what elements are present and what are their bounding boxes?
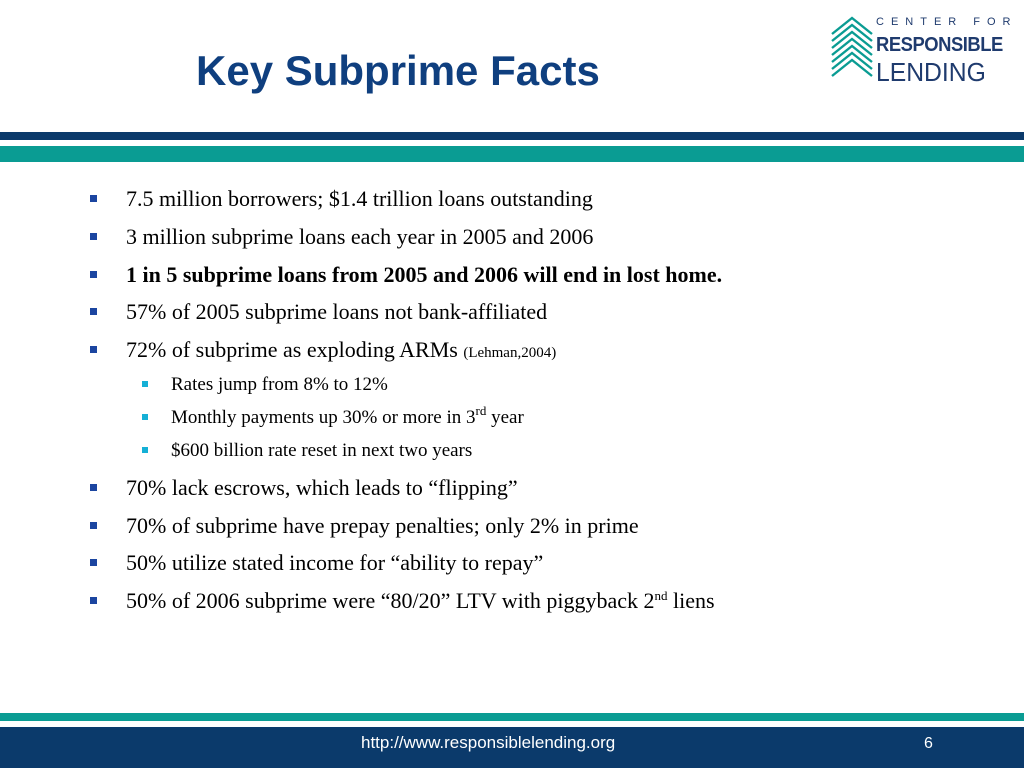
bullet-text: 70% lack escrows, which leads to “flipping” (126, 475, 518, 500)
citation-note: (Lehman,2004) (463, 345, 557, 361)
logo-text-lending: LENDING (876, 57, 986, 87)
sub-bullet-item (171, 374, 388, 396)
slide-title: Key Subprime Facts (196, 47, 600, 94)
bullet-item (126, 513, 639, 539)
bullet-text: 7.5 million borrowers; $1.4 trillion loans outstanding (126, 186, 593, 211)
superscript: rd (475, 403, 487, 418)
sub-bullet-text-end: year (486, 407, 524, 428)
bullet-text: 3 million subprime loans each year in 2005 and 2006 (126, 224, 594, 249)
square-sub-bullet-icon (142, 381, 148, 387)
bullet-item (126, 299, 547, 325)
square-sub-bullet-icon (142, 447, 148, 453)
logo-text-responsible: RESPONSIBLE (876, 34, 1003, 56)
sub-bullet-text: Rates jump from 8% to 12% (171, 374, 388, 395)
sub-bullet-text: $600 billion rate reset in next two years (171, 440, 473, 461)
square-bullet-icon (90, 308, 97, 315)
bullet-item (126, 550, 543, 576)
footer-teal-band (0, 713, 1024, 721)
superscript: nd (654, 588, 668, 603)
bullet-text: 50% utilize stated income for “ability to repay” (126, 550, 544, 575)
bullet-text: 50% of 2006 subprime were “80/20” LTV with piggyback 2 (126, 588, 655, 613)
square-bullet-icon (90, 597, 97, 604)
square-bullet-icon (90, 195, 97, 202)
square-bullet-icon (90, 346, 97, 353)
square-bullet-icon (90, 522, 97, 529)
page-number: 6 (924, 735, 933, 752)
square-bullet-icon (90, 484, 97, 491)
bullet-item (126, 262, 722, 288)
square-bullet-icon (90, 233, 97, 240)
sub-bullet-item (171, 403, 524, 429)
bullet-text: 1 in 5 subprime loans from 2005 and 2006 will end in lost home. (126, 262, 723, 287)
bullet-text-end: liens (667, 588, 715, 613)
bullet-item (126, 337, 556, 366)
bullet-item (126, 588, 715, 614)
footer-url-link[interactable]: http://www.responsiblelending.org (361, 733, 616, 752)
bullet-item (126, 224, 593, 250)
bullet-item (126, 186, 593, 212)
bullet-text: 57% of 2005 subprime loans not bank-affiliated (126, 299, 548, 324)
square-bullet-icon (90, 559, 97, 566)
bullet-text: 70% of subprime have prepay penalties; only 2% in prime (126, 513, 639, 538)
bullet-text: 72% of subprime as exploding ARMs (126, 337, 464, 362)
sub-bullet-item (171, 440, 472, 462)
square-sub-bullet-icon (142, 414, 148, 420)
square-bullet-icon (90, 271, 97, 278)
sub-bullet-text: Monthly payments up 30% or more in 3 (171, 407, 476, 428)
logo-text-center-for: CENTER FOR (876, 16, 1018, 28)
bullet-item (126, 475, 518, 501)
